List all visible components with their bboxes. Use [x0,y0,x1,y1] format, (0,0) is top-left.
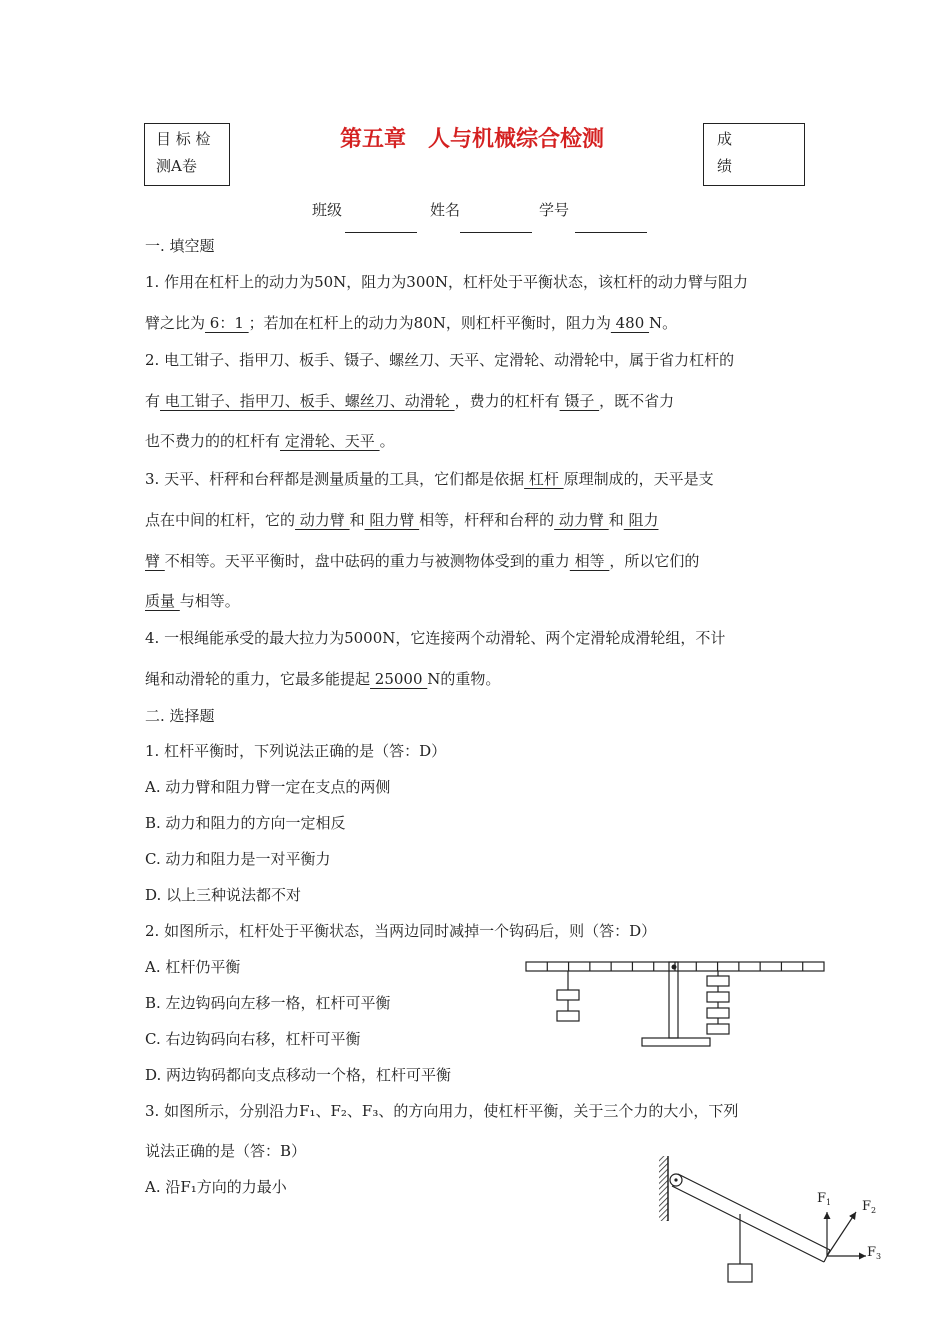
id-label: 学号 [539,201,570,219]
text: 相等，杆秤和台秤的 [419,511,555,529]
text: ，既不省力 [599,392,675,410]
answer-ratio: 6：1 [205,314,249,332]
force-f3-label: $F_3$ [867,1245,882,1261]
text: ，费力的杠杆有 [454,392,560,410]
s1-q2-line2 [145,390,674,411]
s1-q3-line2 [145,509,658,530]
section2-heading: 二. 选择题 [145,707,215,725]
s1-q3-line3 [145,550,699,571]
s1-q3-line4 [145,590,240,611]
s2-q1: 1. 杠杆平衡时，下列说法正确的是（答：D） [145,742,447,760]
answer-resistance: 480 [610,314,650,332]
s2-q2-option-b: B. 左边钩码向左移一格，杠杆可平衡 [145,994,391,1012]
text: 原理制成的，天平是支 [563,470,714,488]
text: N的重物。 [427,670,501,688]
text: 不相等。天平平衡时，盘中砝码的重力与被测物体受到的重力 [164,552,570,570]
s2-q1-option-c: C. 动力和阻力是一对平衡力 [145,850,331,868]
text: 点在中间的杠杆，它的 [145,511,296,529]
answer-force-costing: 镊子 [559,392,600,410]
answer-arm2: 阻力臂 [364,511,420,529]
section1-heading: 一. 填空题 [145,237,215,255]
force-f2-label: $F_2$ [862,1199,877,1215]
class-blank[interactable] [345,232,417,233]
s1-q1-line1: 1. 作用在杠杆上的动力为50N，阻力为300N，杠杆处于平衡状态，该杠杆的动力臂与阻力 [145,273,749,291]
answer-force-saving: 电工钳子、指甲刀、板手、螺丝刀、动滑轮 [160,392,455,410]
answer-arm4: 阻力 [623,511,659,529]
exam-type-line2: 测A卷 [156,157,197,175]
score-line2: 绩 [717,157,733,175]
text: 也不费力的的杠杆有 [145,432,281,450]
s2-q3-option-a: A. 沿F₁方向的力最小 [145,1178,287,1196]
s1-q2-line1: 2. 电工钳子、指甲刀、板手、镊子、螺丝刀、天平、定滑轮、动滑轮中，属于省力杠杆的 [145,351,735,369]
text: ，所以它们的 [609,552,700,570]
s2-q3-line1: 3. 如图所示，分别沿力F₁、F₂、F₃、的方向用力，使杠杆平衡，关于三个力的大小，下列 [145,1102,739,1120]
page-title: 第五章 人与机械综合检测 [340,127,605,152]
answer-principle: 杠杆 [524,470,564,488]
score-box [703,123,805,186]
s2-q1-option-b: B. 动力和阻力的方向一定相反 [145,814,346,832]
s2-q2-option-d: D. 两边钩码都向支点移动一个格，杠杆可平衡 [145,1066,452,1084]
answer-mass: 质量 [145,592,180,610]
s2-q2-option-a: A. 杠杆仍平衡 [145,958,241,976]
text: 与相等。 [179,592,240,610]
answer-arm4-cont: 臂 [145,552,165,570]
text: N。 [649,314,678,332]
answer-equal: 相等 [569,552,610,570]
class-label: 班级 [312,201,343,219]
text: 和 [349,511,365,529]
s1-q3-line1 [145,468,714,489]
text: 。 [379,432,395,450]
force-f1-label: $F_1$ [817,1191,832,1207]
answer-max-load: 25000 [370,670,428,688]
s1-q2-line3 [145,430,395,451]
s1-q4-line1: 4. 一根绳能承受的最大拉力为5000N，它连接两个动滑轮、两个定滑轮成滑轮组，不计 [145,629,726,647]
s2-q1-option-a: A. 动力臂和阻力臂一定在支点的两侧 [145,778,391,796]
exam-type-box [144,123,230,186]
answer-arm3: 动力臂 [554,511,609,529]
lever-forces-figure [656,1152,886,1342]
id-blank[interactable] [575,232,647,233]
answer-neutral: 定滑轮、天平 [280,432,380,450]
text: 3. 天平、杆秤和台秤都是测量质量的工具，它们都是依据 [145,470,525,488]
text: 臂之比为 [145,314,206,332]
text: ；若加在杠杆上的动力为80N，则杠杆平衡时，阻力为 [248,314,611,332]
lever-balance-figure [524,958,828,1050]
answer-arm1: 动力臂 [295,511,350,529]
s2-q2: 2. 如图所示，杠杆处于平衡状态，当两边同时减掉一个钩码后，则（答：D） [145,922,657,940]
text: 绳和动滑轮的重力，它最多能提起 [145,670,371,688]
s1-q4-line2 [145,668,500,689]
name-blank[interactable] [460,232,532,233]
text: 有 [145,392,161,410]
s2-q3-line2: 说法正确的是（答：B） [145,1142,307,1160]
s1-q1-line2 [145,312,677,333]
exam-type-line1: 目 标 检 [156,130,211,148]
score-line1: 成 [717,130,733,148]
s2-q1-option-d: D. 以上三种说法都不对 [145,886,302,904]
s2-q2-option-c: C. 右边钩码向右移，杠杆可平衡 [145,1030,361,1048]
text: 和 [608,511,624,529]
name-label: 姓名 [430,201,461,219]
